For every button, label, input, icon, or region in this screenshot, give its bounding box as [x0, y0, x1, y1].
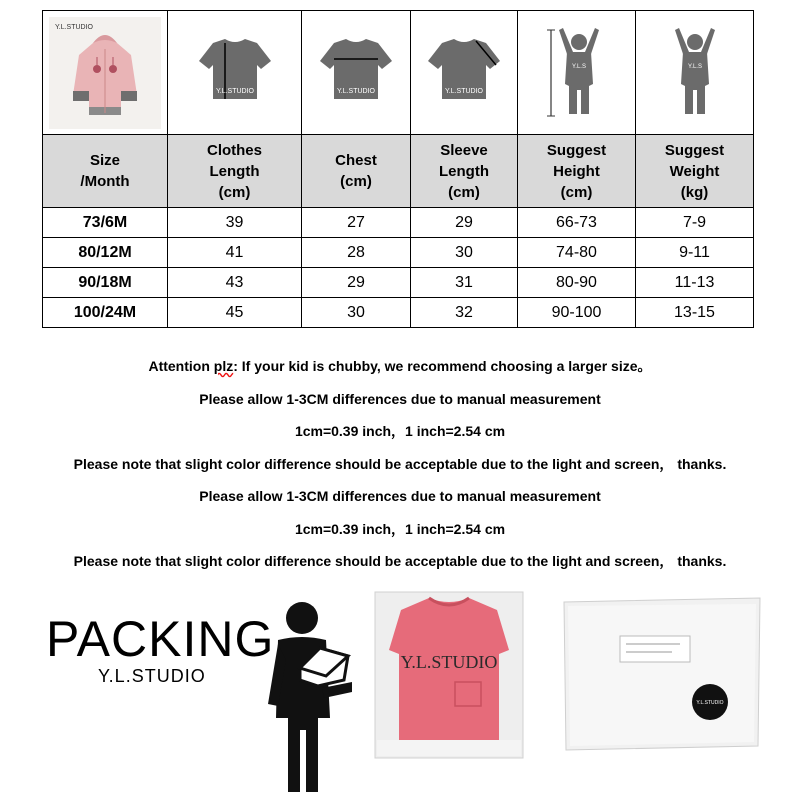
- packing-subtitle: Y.L.STUDIO: [98, 666, 206, 686]
- clothes-length-cell: 39: [168, 208, 302, 238]
- chest-cell: 27: [302, 208, 411, 238]
- sleeve-length-cell: 30: [411, 238, 518, 268]
- diagram-label: Y.L.STUDIO: [215, 88, 254, 95]
- weight-cell: 13-15: [636, 298, 754, 328]
- size-cell: 80/12M: [43, 238, 168, 268]
- weight-diagram-cell: [636, 11, 754, 135]
- note-line: Please note that slight color difference should be acceptable due to the light and screen， thanks.: [73, 553, 727, 569]
- packed-shirt-photo: [373, 590, 525, 760]
- product-photo-brand: Y.L.STUDIO: [55, 23, 93, 31]
- mailer-sticker: Y.L.STUDIO: [696, 700, 724, 706]
- packing-title: PACKING: [46, 611, 275, 667]
- weight-cell: 11-13: [636, 268, 754, 298]
- note-line: Please note that slight color difference should be acceptable due to the light and screen， thanks.: [73, 455, 727, 472]
- size-cell: 90/18M: [43, 268, 168, 298]
- header-suggest-height: Suggest Height (cm): [518, 135, 636, 208]
- table-row: [43, 238, 754, 268]
- product-photo: [49, 17, 161, 129]
- product-photo-cell: [43, 11, 168, 135]
- diagram-label: Y.L.STUDIO: [337, 88, 375, 95]
- chest-cell: 29: [302, 268, 411, 298]
- mailer-bag-photo: [560, 596, 765, 751]
- header-row: [43, 135, 754, 208]
- diagram-label: Y.L.STUDIO: [445, 88, 483, 95]
- header-suggest-weight: Suggest Weight (kg): [636, 135, 754, 208]
- clothes-length-diagram-cell: [168, 11, 302, 135]
- sleeve-length-diagram: [424, 35, 504, 105]
- height-cell: 74-80: [518, 238, 636, 268]
- sleeve-length-cell: 29: [411, 208, 518, 238]
- note-line: 1cm=0.39 inch，1 inch=2.54 cm: [294, 423, 506, 439]
- sleeve-length-cell: 32: [411, 298, 518, 328]
- weight-cell: 7-9: [636, 208, 754, 238]
- chest-cell: 28: [302, 238, 411, 268]
- shirt-print: Y.L.STUDIO: [400, 652, 498, 672]
- clothes-length-cell: 43: [168, 268, 302, 298]
- clothes-length-cell: 45: [168, 298, 302, 328]
- table-row: [43, 208, 754, 238]
- diagram-row: [43, 11, 754, 135]
- attention-note: [0, 350, 800, 383]
- table-row: [43, 298, 754, 328]
- attention-word: plz: [213, 358, 234, 374]
- height-cell: 90-100: [518, 298, 636, 328]
- weight-diagram: [655, 20, 735, 120]
- header-sleeve-length: Sleeve Length (cm): [411, 135, 518, 208]
- height-cell: 80-90: [518, 268, 636, 298]
- header-size: Size /Month: [43, 135, 168, 208]
- table-row: [43, 268, 754, 298]
- header-clothes-length: Clothes Length (cm): [168, 135, 302, 208]
- chest-diagram-cell: [302, 11, 411, 135]
- size-chart-table: [42, 10, 754, 328]
- attention-rest: : If your kid is chubby, we recommend choosing a larger size。: [233, 358, 652, 374]
- size-cell: 73/6M: [43, 208, 168, 238]
- header-chest: Chest (cm): [302, 135, 411, 208]
- height-diagram: [537, 20, 617, 120]
- note-line: 1cm=0.39 inch，1 inch=2.54 cm: [294, 520, 506, 537]
- chest-diagram: [316, 35, 396, 105]
- size-cell: 100/24M: [43, 298, 168, 328]
- chest-cell: 30: [302, 298, 411, 328]
- clothes-length-diagram: [195, 35, 275, 105]
- height-cell: 66-73: [518, 208, 636, 238]
- sleeve-length-cell: 31: [411, 268, 518, 298]
- sleeve-length-diagram-cell: [411, 11, 518, 135]
- clothes-length-cell: 41: [168, 238, 302, 268]
- notes-block: [0, 350, 800, 578]
- height-diagram-cell: [518, 11, 636, 135]
- diagram-label: Y.L.S: [571, 64, 586, 70]
- note-line: Please allow 1-3CM differences due to manual measurement: [199, 488, 601, 504]
- attention-prefix: Attention: [148, 358, 214, 374]
- weight-cell: 9-11: [636, 238, 754, 268]
- person-carrying-box-icon: [260, 600, 360, 795]
- diagram-label: Y.L.S: [687, 64, 702, 70]
- note-line: Please allow 1-3CM differences due to manual measurement: [199, 390, 601, 407]
